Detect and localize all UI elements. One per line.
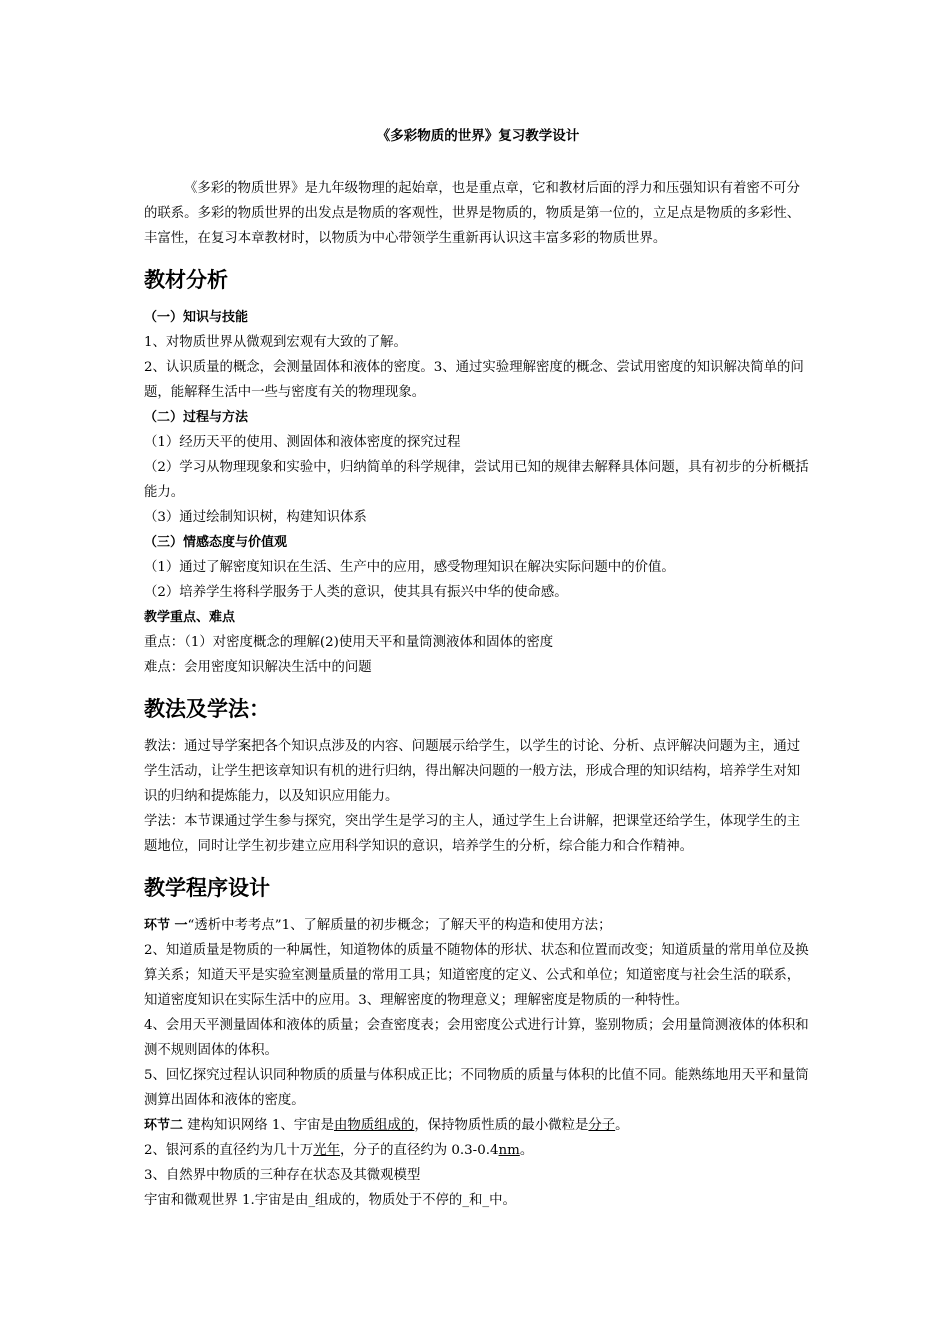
paragraph: （2）学习从物理现象和实验中，归纳简单的科学规律，尝试用已知的规律去解释具体问题，具有初步的分析概括能力。	[144, 460, 809, 500]
paragraph: 1、对物质世界从微观到宏观有大致的了解。	[144, 335, 407, 350]
subheading-attitude-values: （三）情感态度与价值观	[144, 535, 288, 550]
paragraph-text: 。	[615, 1118, 629, 1133]
paragraph: 重点：（1）对密度概念的理解(2)使用天平和量筒测液体和固体的密度	[144, 635, 554, 650]
underlined-answer: 光年	[313, 1143, 340, 1158]
paragraph: （1）通过了解密度知识在生活、生产中的应用，感受物理知识在解决实际问题中的价值。	[144, 560, 675, 575]
underlined-answer: 分子	[588, 1118, 616, 1133]
section-heading-teaching-procedure: 教学程序设计	[144, 876, 270, 900]
paragraph-text: ，保持物质性质的最小微粒是	[414, 1118, 589, 1133]
paragraph-text: 。	[519, 1143, 534, 1158]
paragraph: 宇宙和微观世界 1.宇宙是由_组成的，物质处于不停的_和_中。	[144, 1193, 516, 1208]
paragraph: 2、知道质量是物质的一种属性，知道物体的质量不随物体的形状、状态和位置而改变；知道质量的常用单位及换算关系；知道天平是实验室测量质量的常用工具；知道密度的定义、公式和单位；知道密度与社会生活的联系，知道密度知识在实际生活中的应用。3、理解密度的物理意义；理解密度是物质的一种特性。	[144, 943, 809, 1008]
step-label: 环节二	[144, 1118, 184, 1133]
paragraph: （1）经历天平的使用、测固体和液体密度的探究过程	[144, 435, 461, 450]
underlined-answer: 由物质组成的	[333, 1118, 415, 1133]
paragraph	[144, 1113, 812, 1138]
section-heading-teaching-methods: 教法及学法：	[144, 697, 270, 721]
paragraph: 教法：通过导学案把各个知识点涉及的内容、问题展示给学生，以学生的讨论、分析、点评解决问题为主，通过学生活动，让学生把该章知识有机的进行归纳，得出解决问题的一般方法，形成合理的知识结构，培养学生对知识的归纳和提炼能力，以及知识应用能力。	[144, 739, 801, 804]
paragraph: 学法：本节课通过学生参与探究，突出学生是学习的主人，通过学生上台讲解，把课堂还给学生，体现学生的主题地位，同时让学生初步建立应用科学知识的意识，培养学生的分析，综合能力和合作精神。	[144, 814, 801, 854]
section-heading-textbook-analysis: 教材分析	[144, 268, 228, 292]
underlined-answer: nm	[498, 1143, 520, 1158]
paragraph-text: “透析中考考点”1、了解质量的初步概念；了解天平的构造和使用方法；	[187, 918, 612, 933]
subheading-key-difficult-points: 教学重点、难点	[144, 610, 236, 625]
paragraph: （2）培养学生将科学服务于人类的意识，使其具有振兴中华的使命感。	[144, 585, 568, 600]
paragraph	[144, 1138, 812, 1163]
paragraph: 2、认识质量的概念，会测量固体和液体的密度。3、通过实验理解密度的概念、尝试用密度的知识解决简单的问题，能解释生活中一些与密度有关的物理现象。	[144, 360, 804, 400]
paragraph	[144, 913, 812, 938]
paragraph-text: 建构知识网络 1、宇宙是	[183, 1118, 334, 1133]
step-label: 环节 一	[144, 918, 188, 933]
paragraph: 4、会用天平测量固体和液体的质量；会查密度表；会用密度公式进行计算，鉴别物质；会用量筒测液体的体积和测不规则固体的体积。	[144, 1018, 809, 1058]
subheading-process-method: （二）过程与方法	[144, 410, 249, 425]
paragraph: 5、回忆探究过程认识同种物质的质量与体积成正比；不同物质的质量与体积的比值不同。能熟练地用天平和量筒测算出固体和液体的密度。	[144, 1068, 809, 1108]
paragraph: （3）通过绘制知识树，构建知识体系	[144, 510, 367, 525]
paragraph: 难点：会用密度知识解决生活中的问题	[144, 660, 372, 675]
subheading-knowledge-skills: （一）知识与技能	[144, 310, 249, 325]
document-title: 《多彩物质的世界》复习教学设计	[376, 128, 580, 144]
paragraph: 3、自然界中物质的三种存在状态及其微观模型	[144, 1168, 421, 1183]
paragraph-text: ，分子的直径约为 0.3-0.4	[340, 1143, 499, 1158]
intro-paragraph: 《多彩的物质世界》是九年级物理的起始章，也是重点章，它和教材后面的浮力和压强知识有着密不可分的联系。多彩的物质世界的出发点是物质的客观性，世界是物质的，物质是第一位的，立足点是物质的多彩性、丰富性，在复习本章教材时，以物质为中心带领学生重新再认识这丰富多彩的物质世界。	[144, 181, 801, 246]
paragraph-text: 2、银河系的直径约为几十万	[144, 1143, 314, 1158]
